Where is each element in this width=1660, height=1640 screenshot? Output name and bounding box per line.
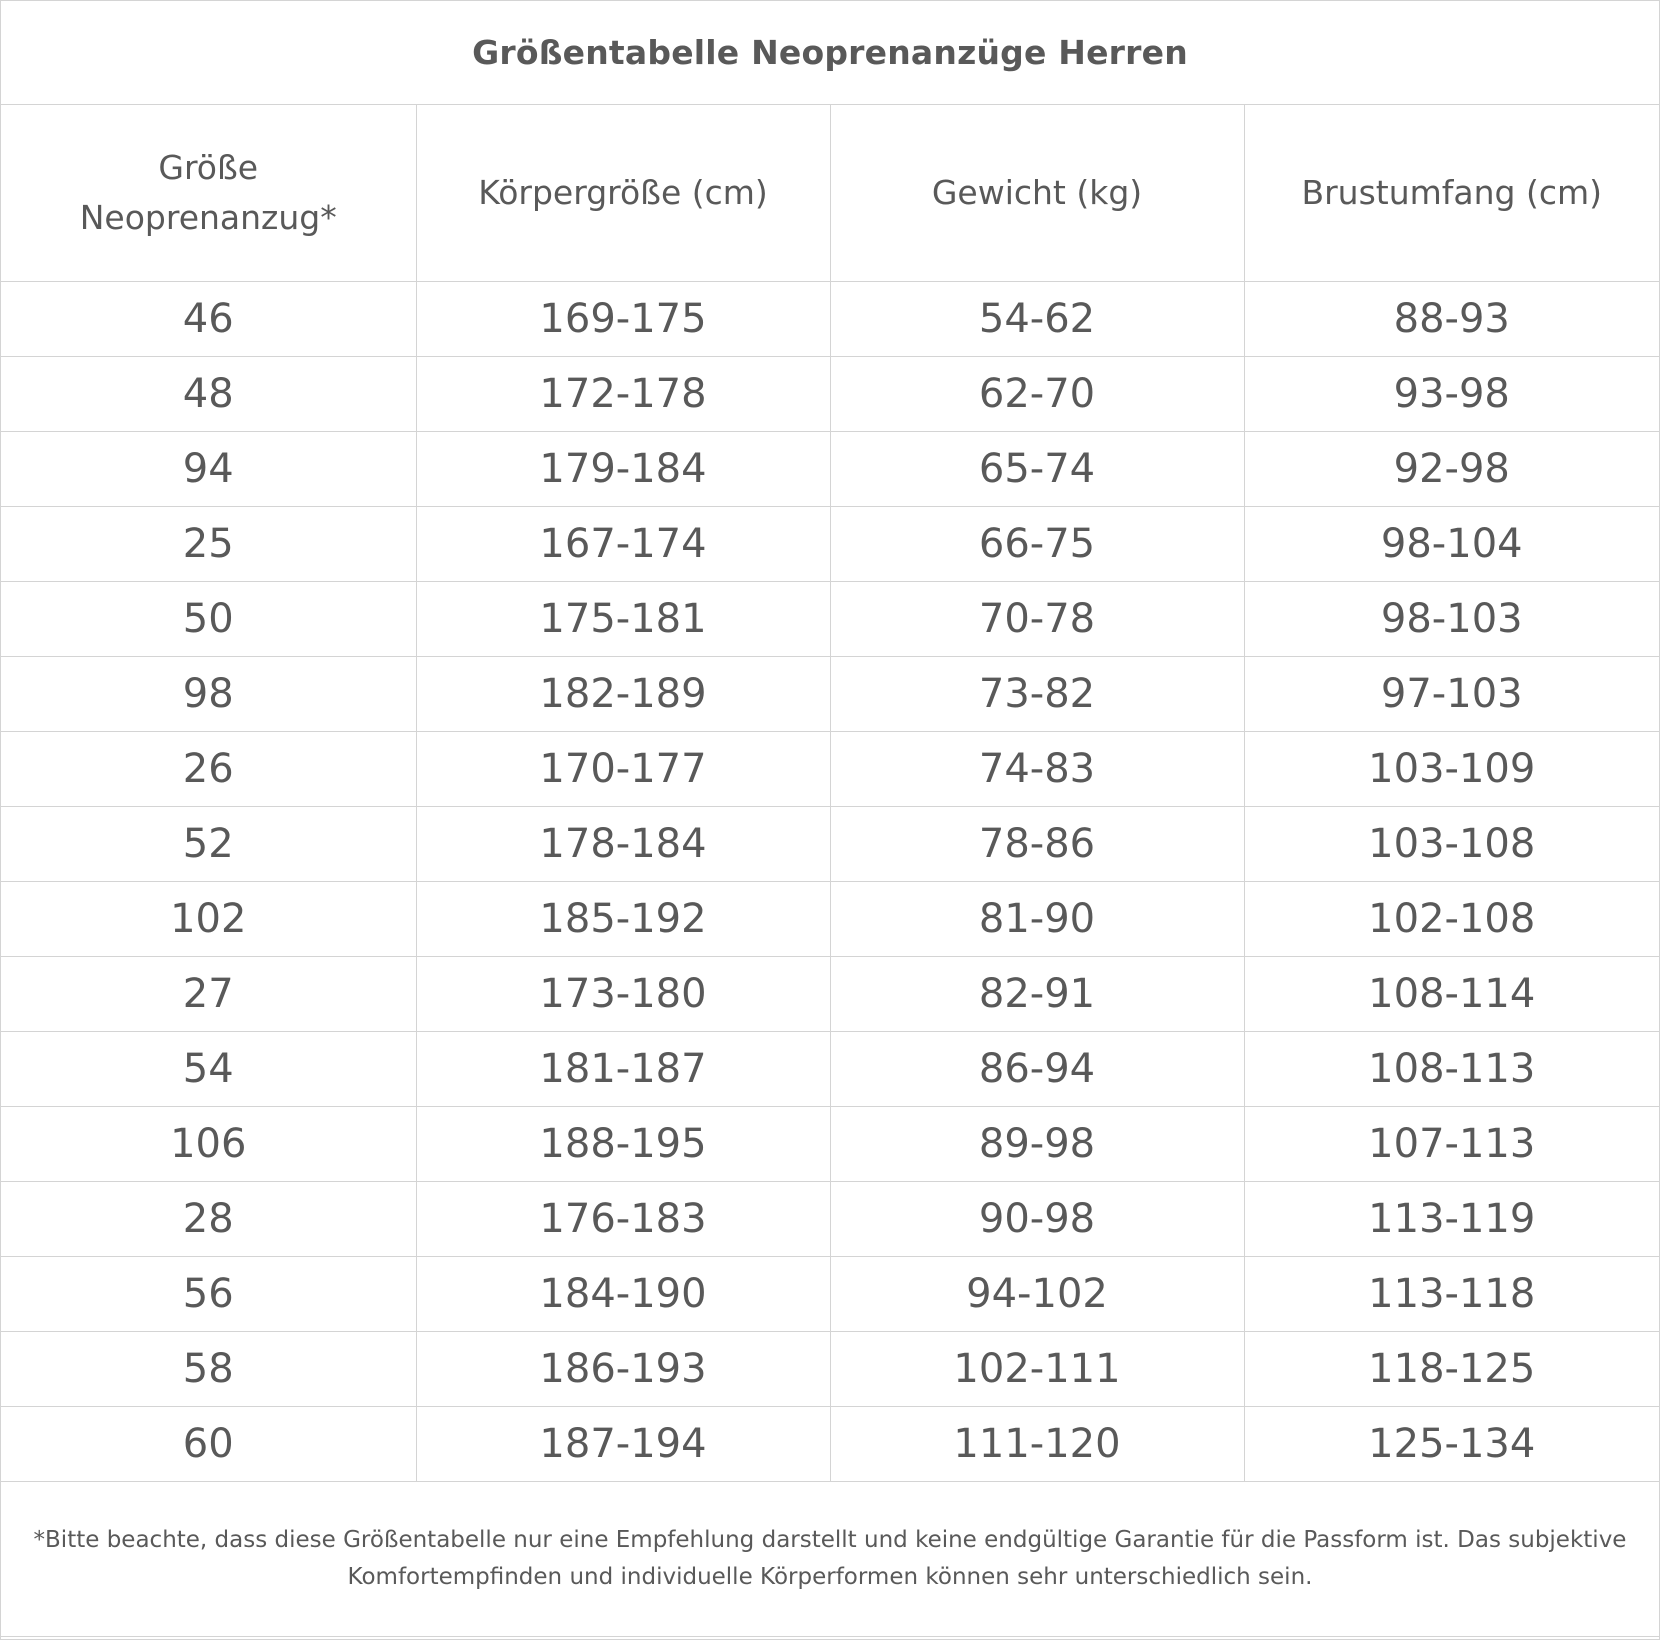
cell-chest: 108-114 xyxy=(1244,957,1659,1032)
cell-size: 48 xyxy=(1,357,416,432)
cell-size: 58 xyxy=(1,1332,416,1407)
cell-size: 27 xyxy=(1,957,416,1032)
cell-body-height: 176-183 xyxy=(416,1182,830,1257)
cell-chest: 102-108 xyxy=(1244,882,1659,957)
cell-chest: 107-113 xyxy=(1244,1107,1659,1182)
table-row xyxy=(1,882,1659,957)
cell-size: 102 xyxy=(1,882,416,957)
table-row xyxy=(1,282,1659,357)
cell-body-height: 179-184 xyxy=(416,432,830,507)
cell-weight: 89-98 xyxy=(830,1107,1244,1182)
header-body-height: Körpergröße (cm) xyxy=(416,105,830,282)
cell-size: 98 xyxy=(1,657,416,732)
cell-chest: 92-98 xyxy=(1244,432,1659,507)
cell-weight: 86-94 xyxy=(830,1032,1244,1107)
table-row xyxy=(1,657,1659,732)
cell-size: 28 xyxy=(1,1182,416,1257)
header-size-line2: Neoprenanzug* xyxy=(79,198,337,237)
cell-chest: 98-103 xyxy=(1244,582,1659,657)
table-row xyxy=(1,507,1659,582)
cell-body-height: 182-189 xyxy=(416,657,830,732)
cell-size: 26 xyxy=(1,732,416,807)
cell-body-height: 170-177 xyxy=(416,732,830,807)
header-size-line1: Größe xyxy=(158,148,259,187)
footnote xyxy=(1,1482,1659,1637)
cell-weight: 74-83 xyxy=(830,732,1244,807)
cell-size: 25 xyxy=(1,507,416,582)
cell-weight: 81-90 xyxy=(830,882,1244,957)
table-row xyxy=(1,1107,1659,1182)
cell-size: 56 xyxy=(1,1257,416,1332)
cell-weight: 102-111 xyxy=(830,1332,1244,1407)
cell-size: 94 xyxy=(1,432,416,507)
cell-weight: 111-120 xyxy=(830,1407,1244,1482)
cell-chest: 118-125 xyxy=(1244,1332,1659,1407)
header-row xyxy=(1,105,1659,282)
table-row xyxy=(1,957,1659,1032)
cell-weight: 78-86 xyxy=(830,807,1244,882)
header-weight: Gewicht (kg) xyxy=(830,105,1244,282)
cell-chest: 103-109 xyxy=(1244,732,1659,807)
cell-size: 50 xyxy=(1,582,416,657)
header-chest: Brustumfang (cm) xyxy=(1244,105,1659,282)
cell-body-height: 169-175 xyxy=(416,282,830,357)
cell-weight: 62-70 xyxy=(830,357,1244,432)
table-row xyxy=(1,582,1659,657)
cell-chest: 108-113 xyxy=(1244,1032,1659,1107)
cell-body-height: 184-190 xyxy=(416,1257,830,1332)
cell-body-height: 185-192 xyxy=(416,882,830,957)
cell-weight: 94-102 xyxy=(830,1257,1244,1332)
cell-size: 60 xyxy=(1,1407,416,1482)
cell-body-height: 167-174 xyxy=(416,507,830,582)
table-row xyxy=(1,1407,1659,1482)
header-size xyxy=(1,105,416,282)
cell-weight: 65-74 xyxy=(830,432,1244,507)
footnote-line1: *Bitte beachte, dass diese Größentabelle nur eine Empfehlung darstellt und keine endgültige Garantie für die Passform ist. Das subjektive xyxy=(33,1527,1627,1553)
cell-chest: 103-108 xyxy=(1244,807,1659,882)
cell-chest: 98-104 xyxy=(1244,507,1659,582)
table-row xyxy=(1,432,1659,507)
cell-weight: 82-91 xyxy=(830,957,1244,1032)
cell-weight: 54-62 xyxy=(830,282,1244,357)
cell-body-height: 172-178 xyxy=(416,357,830,432)
cell-weight: 90-98 xyxy=(830,1182,1244,1257)
cell-chest: 125-134 xyxy=(1244,1407,1659,1482)
table-row xyxy=(1,1332,1659,1407)
table-body xyxy=(1,1,1659,1637)
footnote-line2: Komfortempfinden und individuelle Körperformen können sehr unterschiedlich sein. xyxy=(347,1564,1313,1590)
table-title: Größentabelle Neoprenanzüge Herren xyxy=(1,1,1659,105)
table-row xyxy=(1,1032,1659,1107)
footnote-row xyxy=(1,1482,1659,1637)
cell-chest: 113-118 xyxy=(1244,1257,1659,1332)
cell-size: 46 xyxy=(1,282,416,357)
cell-size: 52 xyxy=(1,807,416,882)
title-row xyxy=(1,1,1659,105)
cell-chest: 88-93 xyxy=(1244,282,1659,357)
table-row xyxy=(1,1257,1659,1332)
table-row xyxy=(1,357,1659,432)
cell-weight: 73-82 xyxy=(830,657,1244,732)
cell-size: 106 xyxy=(1,1107,416,1182)
cell-body-height: 186-193 xyxy=(416,1332,830,1407)
cell-chest: 97-103 xyxy=(1244,657,1659,732)
cell-body-height: 181-187 xyxy=(416,1032,830,1107)
table-row xyxy=(1,807,1659,882)
table-row xyxy=(1,1182,1659,1257)
cell-body-height: 178-184 xyxy=(416,807,830,882)
size-table xyxy=(1,1,1659,1637)
cell-body-height: 187-194 xyxy=(416,1407,830,1482)
cell-chest: 93-98 xyxy=(1244,357,1659,432)
cell-weight: 66-75 xyxy=(830,507,1244,582)
cell-size: 54 xyxy=(1,1032,416,1107)
cell-weight: 70-78 xyxy=(830,582,1244,657)
cell-chest: 113-119 xyxy=(1244,1182,1659,1257)
cell-body-height: 175-181 xyxy=(416,582,830,657)
cell-body-height: 188-195 xyxy=(416,1107,830,1182)
cell-body-height: 173-180 xyxy=(416,957,830,1032)
table-row xyxy=(1,732,1659,807)
